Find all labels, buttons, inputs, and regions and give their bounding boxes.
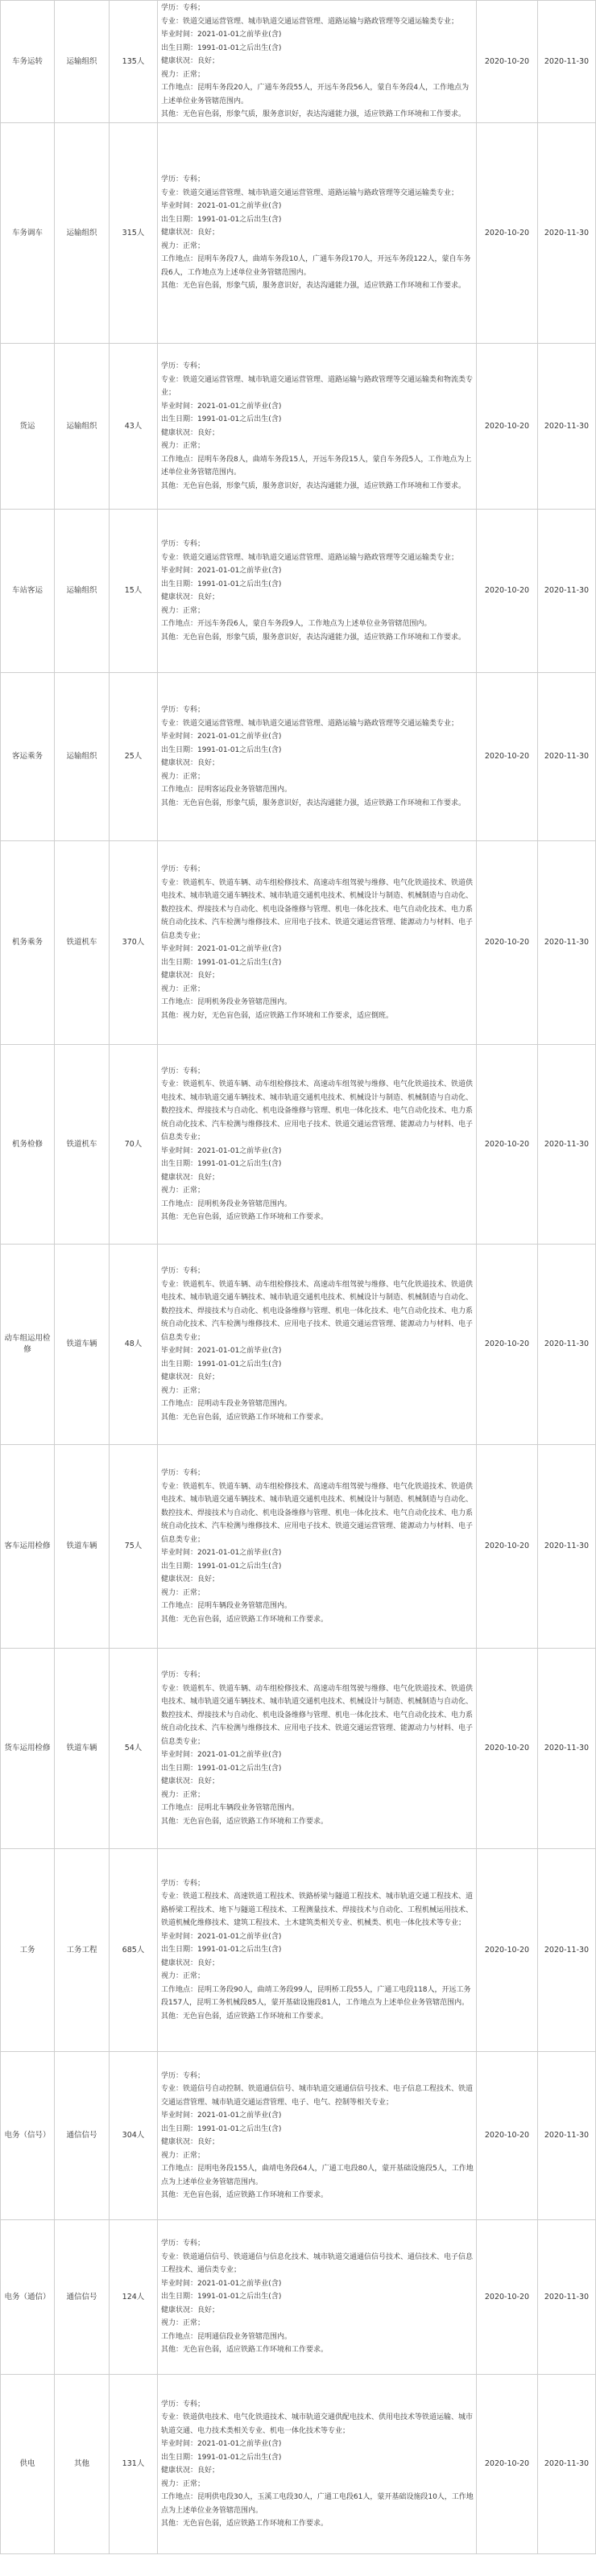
position-cell [1,1,55,123]
requirement-line: 健康状况：良好； [161,1575,220,1583]
headcount: 685人 [122,1945,145,1955]
requirements-list [161,1265,474,1424]
position-cell [1,841,55,1045]
requirement-line: 毕业时间：2021-01-01之前毕业(含) [161,1751,282,1759]
requirement-line: 其他：无色盲色弱，适应铁路工作环境和工作要求。 [161,2346,329,2355]
table-row [1,1,596,123]
position-name: 客运乘务 [11,752,43,761]
category-cell [55,1245,110,1445]
requirement-line: 专业：铁道机车、铁道车辆、动车组检修技术、高速动车组驾驶与维修、电气化铁道技术、铁道供电技术、城市轨道交通车辆技术、城市轨道交通机电技术、机械设计与制造、机械制造与自动化、数控技术、焊接技术与自动化、机电设备维修与管理、机电一体化技术、电气自动化技术、电力系统自动化技术、汽车检测与维修技术、应用电子技术、铁道交通运营管理、能源动力与材料、电子信息类专业； [161,878,474,940]
requirement-line: 工作地点：昆明供电段30人，玉溪工电段30人，广通工电段61人，蒙开基础设施段10人，工作地点为上述单位业务管辖范围内。 [161,2493,474,2515]
requirement-line: 健康状况：良好； [161,229,220,237]
start-date-cell [477,2052,538,2220]
position-name: 客车运用检修 [4,1542,51,1550]
category-label: 铁道车辆 [66,1340,97,1348]
requirement-line: 出生日期：1991-01-01之后出生(含) [161,2453,282,2462]
category-cell [55,1445,110,1649]
position-name: 车务运转 [11,56,43,66]
requirement-line: 学历：专科； [161,2400,205,2409]
requirement-line: 专业：铁道机车、铁道车辆、动车组检修技术、高速动车组驾驶与维修、电气化铁道技术、铁道供电技术、城市轨道交通车辆技术、城市轨道交通机电技术、机械设计与制造、机械制造与自动化、数控技术、焊接技术与自动化、机电设备维修与管理、机电一体化技术、电气自动化技术、电力系统自动化技术、汽车检测与维修技术、应用电子技术、铁道交通运营管理、能源动力与材料、电子信息类专业； [161,1080,474,1141]
requirement-line: 学历：专科； [161,4,205,13]
requirement-line: 其他：视力好，无色盲色弱，适应铁路工作环境和工作要求，适应倒班。 [161,1011,394,1020]
headcount-cell [110,1,158,123]
end-date: 2020-11-30 [544,56,590,66]
requirement-line: 专业：铁道交通运营管理、城市轨道交通运营管理、道路运输与路政管理等交通运输类和物流类专业； [161,375,474,397]
requirement-line: 健康状况：良好； [161,2138,220,2146]
headcount-cell [110,2052,158,2220]
category-label: 其他 [73,2459,89,2468]
table-row [1,344,596,510]
requirement-line: 学历：专科； [161,2071,205,2080]
requirements-list [161,360,474,493]
end-date: 2020-11-30 [544,421,590,431]
headcount: 304人 [122,2131,145,2140]
requirement-line: 健康状况：良好； [161,57,220,66]
requirement-line: 其他：无色盲色弱，形象气质，服务意识好，表达沟通能力强，适应铁路工作环境和工作要求。 [161,799,466,807]
category-cell [55,1649,110,1849]
requirement-line: 学历：专科； [161,1267,205,1275]
requirements-list [161,538,474,644]
requirements-list [161,704,474,810]
requirements-list [161,1065,474,1224]
start-date: 2020-10-20 [484,421,530,431]
requirements-list [161,863,474,1022]
start-date-cell [477,1045,538,1245]
end-date: 2020-11-30 [544,2292,590,2301]
headcount-cell [110,673,158,841]
requirement-line: 工作地点：昆明车辆段业务管辖范围内。 [161,1602,292,1610]
headcount-cell [110,2375,158,2554]
position-name: 货运 [19,421,35,431]
table-row [1,123,596,344]
position-cell [1,673,55,841]
start-date-cell [477,2375,538,2554]
position-name: 机务检修 [11,1139,43,1149]
category-cell [55,1,110,123]
position-name: 车站客运 [11,586,43,595]
headcount: 15人 [124,586,143,595]
requirements-list [161,2,474,122]
requirement-line: 学历：专科； [161,2240,205,2248]
position-name: 机务乘务 [11,938,43,947]
requirement-line: 出生日期：1991-01-01之后出生(含) [161,43,282,52]
start-date-cell [477,123,538,344]
requirement-line: 工作地点：昆明动车段业务管辖范围内。 [161,1400,292,1408]
category-cell [55,1849,110,2052]
requirement-line: 出生日期：1991-01-01之后出生(含) [161,215,282,224]
requirement-line: 毕业时间：2021-01-01之前毕业(含) [161,1932,282,1941]
position-name: 电务（通信） [4,2292,51,2301]
requirement-line: 工作地点：昆明通信段业务管辖范围内。 [161,2332,292,2341]
requirement-line: 其他：无色盲色弱，形象气质，服务意识好，表达沟通能力强，适应铁路工作环境和工作要求。 [161,633,466,642]
requirement-line: 视力：正常； [161,985,205,993]
headcount-cell [110,1045,158,1245]
category-label: 运输组织 [66,56,97,66]
table-row [1,1849,596,2052]
requirements-list [161,2070,474,2202]
requirements-list [161,173,474,293]
requirement-line: 专业：铁道通信信号、铁道通信与信息化技术、城市轨道交通通信信号技术、通信技术、电子信息工程技术、通信类专业； [161,2252,474,2275]
table-row [1,1245,596,1445]
requirement-line: 专业：铁道机车、铁道车辆、动车组检修技术、高速动车组驾驶与维修、电气化铁道技术、铁道供电技术、城市轨道交通车辆技术、城市轨道交通机电技术、机械设计与制造、机械制造与自动化、数控技术、焊接技术与自动化、机电设备维修与管理、机电一体化技术、电气自动化技术、电力系统自动化技术、汽车检测与维修技术、应用电子技术、铁道交通运营管理、能源动力与材料、电子信息类专业； [161,1482,474,1544]
end-date-cell [538,2375,596,2554]
headcount: 124人 [122,2292,145,2301]
start-date-cell [477,344,538,510]
requirement-line: 健康状况：良好； [161,2467,220,2475]
table-row [1,510,596,673]
requirement-line: 专业：铁道供电技术、电气化铁道技术、城市轨道交通供配电技术、供用电技术等铁道运输、城市轨道交通、电力技术类相关专业、机电一体化技术等专业； [161,2413,474,2435]
category-label: 铁道车辆 [66,1744,97,1752]
headcount: 43人 [124,421,143,431]
requirement-line: 视力：正常； [161,1790,205,1799]
requirement-line: 出生日期：1991-01-01之后出生(含) [161,2124,282,2133]
end-date: 2020-11-30 [544,2459,590,2468]
headcount: 70人 [124,1139,143,1149]
requirement-line: 出生日期：1991-01-01之后出生(含) [161,580,282,588]
position-name: 电务（信号） [4,2131,51,2140]
requirement-line: 出生日期：1991-01-01之后出生(含) [161,1946,282,1955]
end-date-cell [538,1445,596,1649]
start-date: 2020-10-20 [484,228,530,237]
headcount: 370人 [122,938,145,947]
position-cell [1,2375,55,2554]
category-label: 通信信号 [66,2292,97,2301]
position-cell [1,510,55,673]
requirement-line: 视力：正常； [161,2151,205,2160]
requirement-line: 健康状况：良好； [161,1777,220,1785]
headcount-cell [110,1445,158,1649]
requirements-cell [158,841,477,1045]
category-cell [55,2375,110,2554]
requirement-line: 出生日期：1991-01-01之后出生(含) [161,1160,282,1168]
position-cell [1,1849,55,2052]
requirement-line: 毕业时间：2021-01-01之前毕业(含) [161,945,282,953]
headcount-cell [110,1649,158,1849]
start-date: 2020-10-20 [484,1945,530,1955]
requirements-list [161,2398,474,2531]
requirement-line: 视力：正常； [161,1588,205,1597]
headcount: 25人 [124,752,143,761]
start-date: 2020-10-20 [484,2131,530,2140]
requirement-line: 专业：铁道信号自动控制、铁道通信信号、城市轨道交通通信信号技术、电子信息工程技术、铁道交通运营管理、城市轨道交通运营管理、电子、电气、控制等相关专业； [161,2085,474,2107]
category-label: 铁道车辆 [66,1542,97,1550]
requirement-line: 其他：无色盲色弱，适应铁路工作环境和工作要求。 [161,1413,329,1422]
requirements-cell [158,1649,477,1849]
requirement-line: 工作地点：昆明车务段7人，曲靖车务段10人，广通车务段170人，开远车务段122人，蒙自车务段6人，工作地点为上述单位业务管辖范围内。 [161,255,471,277]
start-date: 2020-10-20 [484,2292,530,2301]
requirement-line: 学历：专科； [161,1067,205,1075]
headcount: 135人 [122,56,145,66]
category-cell [55,2052,110,2220]
category-label: 铁道机车 [66,938,97,947]
requirement-line: 毕业时间：2021-01-01之前毕业(含) [161,1146,282,1155]
end-date-cell [538,1245,596,1445]
requirement-line: 工作地点：昆明客运段业务管辖范围内。 [161,786,292,794]
requirement-line: 健康状况：良好； [161,593,220,601]
end-date: 2020-11-30 [544,1744,590,1752]
end-date-cell [538,510,596,673]
end-date: 2020-11-30 [544,586,590,595]
end-date-cell [538,344,596,510]
category-cell [55,841,110,1045]
category-cell [55,123,110,344]
table-row [1,2220,596,2375]
position-cell [1,2052,55,2220]
position-cell [1,123,55,344]
requirement-line: 工作地点：昆明车务段8人，曲靖车务段15人，开远车务段15人，蒙自车务段5人，工作地点为上述单位业务管辖范围内。 [161,455,472,477]
position-name: 货车运用检修 [4,1744,51,1752]
requirement-line: 出生日期：1991-01-01之后出生(含) [161,2293,282,2301]
requirement-line: 健康状况：良好； [161,1373,220,1381]
requirement-line: 专业：铁道机车、铁道车辆、动车组检修技术、高速动车组驾驶与维修、电气化铁道技术、铁道供电技术、城市轨道交通车辆技术、城市轨道交通机电技术、机械设计与制造、机械制造与自动化、数控技术、焊接技术与自动化、机电设备维修与管理、机电一体化技术、电气自动化技术、电力系统自动化技术、汽车检测与维修技术、应用电子技术、铁道交通运营管理、能源动力与材料、电子信息类专业； [161,1280,474,1342]
category-cell [55,344,110,510]
category-cell [55,510,110,673]
requirement-line: 健康状况：良好； [161,759,220,767]
requirement-line: 视力：正常； [161,2319,205,2328]
requirement-line: 专业：铁道交通运营管理、城市轨道交通运营管理、道路运输与路政管理等交通运输类专业； [161,553,459,562]
requirements-cell [158,2375,477,2554]
headcount-cell [110,344,158,510]
requirements-cell [158,123,477,344]
requirement-line: 视力：正常； [161,772,205,781]
category-label: 铁道机车 [66,1139,97,1149]
requirement-line: 出生日期：1991-01-01之后出生(含) [161,1562,282,1571]
requirement-line: 学历：专科； [161,1469,205,1477]
category-cell [55,1045,110,1245]
headcount-cell [110,510,158,673]
end-date-cell [538,673,596,841]
requirements-cell [158,2052,477,2220]
end-date-cell [538,2220,596,2375]
requirement-line: 毕业时间：2021-01-01之前毕业(含) [161,31,282,39]
requirement-line: 其他：无色盲色弱，形象气质，服务意识好，表达沟通能力强，适应铁路工作环境和工作要求。 [161,110,466,119]
requirements-cell [158,1,477,123]
category-label: 通信信号 [66,2131,97,2140]
requirements-list [161,2237,474,2357]
requirement-line: 专业：铁道交通运营管理、城市轨道交通运营管理、道路运输与路政管理等交通运输类专业； [161,719,459,728]
end-date: 2020-11-30 [544,228,590,237]
start-date: 2020-10-20 [484,586,530,595]
requirement-line: 毕业时间：2021-01-01之前毕业(含) [161,567,282,575]
start-date-cell [477,841,538,1045]
requirement-line: 学历：专科； [161,175,205,184]
start-date-cell [477,1445,538,1649]
requirement-line: 其他：无色盲色弱，适应铁路工作环境和工作要求。 [161,1817,329,1826]
position-cell [1,2220,55,2375]
requirement-line: 工作地点：昆明电务段155人，曲靖电务段64人，广通工电段80人，蒙开基础设施段5人，工作地点为上述单位业务管辖范围内。 [161,2165,474,2186]
requirement-line: 毕业时间：2021-01-01之前毕业(含) [161,2440,282,2448]
end-date: 2020-11-30 [544,1945,590,1955]
position-cell [1,1445,55,1649]
category-label: 工务工程 [66,1945,97,1955]
requirement-line: 毕业时间：2021-01-01之前毕业(含) [161,202,282,211]
requirement-line: 其他：无色盲色弱，适应铁路工作环境和工作要求。 [161,1615,329,1624]
requirement-line: 毕业时间：2021-01-01之前毕业(含) [161,402,282,411]
category-cell [55,2220,110,2375]
end-date: 2020-11-30 [544,1542,590,1550]
position-cell [1,1245,55,1445]
requirement-line: 专业：铁道工程技术、高速铁道工程技术、铁路桥梁与隧道工程技术、城市轨道交通工程技术、道路桥梁工程技术、地下与隧道工程技术、工程测量技术、焊接技术与自动化、工程机械运用技术、铁道机械化维修技术、建筑工程技术、土木建筑类相关专业、机械类、机电一体化技术等专业； [161,1893,474,1928]
requirement-line: 工作地点：开远车务段6人，蒙自车务段9人，工作地点为上述单位业务管辖范围内。 [161,620,432,628]
position-name: 车务调车 [11,228,43,237]
table-row [1,673,596,841]
headcount-cell [110,841,158,1045]
end-date-cell [538,2052,596,2220]
start-date-cell [477,510,538,673]
end-date: 2020-11-30 [544,1139,590,1149]
requirement-line: 学历：专科； [161,865,205,873]
requirement-line: 出生日期：1991-01-01之后出生(含) [161,1360,282,1368]
requirement-line: 其他：无色盲色弱，形象气质，服务意识好，表达沟通能力强，适应铁路工作环境和工作要求。 [161,282,466,291]
start-date-cell [477,1849,538,2052]
requirement-line: 出生日期：1991-01-01之后出生(含) [161,745,282,754]
category-cell [55,673,110,841]
requirement-line: 专业：铁道交通运营管理、城市轨道交通运营管理、道路运输与路政管理等交通运输类专业； [161,17,459,26]
requirements-cell [158,1045,477,1245]
start-date: 2020-10-20 [484,1340,530,1348]
start-date-cell [477,1245,538,1445]
requirement-line: 毕业时间：2021-01-01之前毕业(含) [161,1347,282,1355]
position-cell [1,1649,55,1849]
headcount-cell [110,123,158,344]
requirement-line: 健康状况：良好； [161,1173,220,1182]
headcount: 315人 [122,228,145,237]
start-date-cell [477,1,538,123]
requirement-line: 毕业时间：2021-01-01之前毕业(含) [161,2279,282,2288]
requirement-line: 毕业时间：2021-01-01之前毕业(含) [161,1549,282,1557]
table-row [1,1445,596,1649]
requirements-cell [158,1445,477,1649]
start-date: 2020-10-20 [484,2459,530,2468]
end-date-cell [538,1045,596,1245]
requirement-line: 工作地点：昆明北车辆段业务管辖范围内。 [161,1804,300,1812]
requirement-line: 毕业时间：2021-01-01之前毕业(含) [161,2112,282,2120]
start-date: 2020-10-20 [484,1139,530,1149]
requirement-line: 健康状况：良好； [161,428,220,437]
requirements-cell [158,2220,477,2375]
requirement-line: 视力：正常； [161,242,205,250]
requirement-line: 学历：专科； [161,706,205,714]
position-name: 动车组运用检修 [4,1334,51,1354]
requirement-line: 毕业时间：2021-01-01之前毕业(含) [161,733,282,741]
requirement-line: 视力：正常； [161,1972,205,1981]
requirements-cell [158,510,477,673]
start-date: 2020-10-20 [484,938,530,947]
position-cell [1,1045,55,1245]
end-date: 2020-11-30 [544,752,590,761]
requirement-line: 学历：专科； [161,362,205,370]
requirement-line: 工作地点：昆明车务段20人，广通车务段55人，开远车务段56人，蒙自车务段4人，工作地点为上述单位业务管辖范围内。 [161,84,470,105]
requirement-line: 其他：无色盲色弱，形象气质，服务意识好，表达沟通能力强，适应铁路工作环境和工作要求。 [161,481,466,490]
start-date-cell [477,2220,538,2375]
start-date: 2020-10-20 [484,1542,530,1550]
requirements-cell [158,1245,477,1445]
requirement-line: 健康状况：良好； [161,1959,220,1967]
requirement-line: 视力：正常； [161,606,205,615]
table-row [1,1045,596,1245]
end-date-cell [538,1,596,123]
requirements-list [161,1877,474,2024]
headcount: 75人 [124,1542,143,1550]
requirement-line: 健康状况：良好； [161,2306,220,2314]
requirements-cell [158,673,477,841]
end-date: 2020-11-30 [544,1340,590,1348]
end-date-cell [538,123,596,344]
requirement-line: 健康状况：良好； [161,972,220,980]
headcount: 131人 [122,2459,145,2468]
category-label: 运输组织 [66,421,97,431]
start-date-cell [477,673,538,841]
table-row [1,1649,596,1849]
requirement-line: 出生日期：1991-01-01之后出生(含) [161,415,282,423]
position-name: 工务 [19,1945,35,1955]
category-label: 运输组织 [66,228,97,237]
requirement-line: 工作地点：昆明工务段90人，曲靖工务段99人，昆明桥工段55人，广通工电段118人，开远工务段157人，昆明工务机械段85人，蒙开基础设施段81人，工作地点为上述单位业务管辖范围内。 [161,1985,471,2008]
requirement-line: 视力：正常； [161,1187,205,1195]
table-row [1,2052,596,2220]
category-label: 运输组织 [66,752,97,761]
requirements-cell [158,1849,477,2052]
category-label: 运输组织 [66,586,97,595]
end-date: 2020-11-30 [544,938,590,947]
requirements-list [161,1467,474,1626]
end-date-cell [538,841,596,1045]
requirement-line: 出生日期：1991-01-01之后出生(含) [161,958,282,967]
requirement-line: 视力：正常； [161,442,205,450]
requirement-line: 学历：专科； [161,1671,205,1679]
requirement-line: 其他：无色盲色弱，适应铁路工作环境和工作要求。 [161,2012,329,2021]
position-cell [1,344,55,510]
requirement-line: 视力：正常； [161,1386,205,1395]
headcount: 54人 [124,1744,143,1752]
start-date: 2020-10-20 [484,1744,530,1752]
headcount-cell [110,1849,158,2052]
headcount: 48人 [124,1340,143,1348]
requirement-line: 其他：无色盲色弱，适应铁路工作环境和工作要求。 [161,2191,329,2199]
requirement-line: 工作地点：昆明机务段业务管辖范围内。 [161,1199,292,1208]
start-date: 2020-10-20 [484,56,530,66]
headcount-cell [110,1245,158,1445]
requirement-line: 学历：专科； [161,540,205,548]
requirement-line: 专业：铁道机车、铁道车辆、动车组检修技术、高速动车组驾驶与维修、电气化铁道技术、铁道供电技术、城市轨道交通车辆技术、城市轨道交通机电技术、机械设计与制造、机械制造与自动化、数控技术、焊接技术与自动化、机电设备维修与管理、机电一体化技术、电气自动化技术、电力系统自动化技术、汽车检测与维修技术、应用电子技术、铁道交通运营管理、能源动力与材料、电子信息类专业； [161,1684,474,1746]
position-name: 供电 [19,2459,35,2468]
requirement-line: 其他：无色盲色弱，适应铁路工作环境和工作要求。 [161,2520,329,2528]
table-row [1,2375,596,2554]
start-date-cell [477,1649,538,1849]
end-date-cell [538,1849,596,2052]
requirement-line: 学历：专科； [161,1879,205,1888]
requirements-list [161,1669,474,1828]
requirement-line: 出生日期：1991-01-01之后出生(含) [161,1764,282,1773]
requirement-line: 视力：正常； [161,2479,205,2488]
requirement-line: 工作地点：昆明机务段业务管辖范围内。 [161,998,292,1006]
headcount-cell [110,2220,158,2375]
end-date: 2020-11-30 [544,2131,590,2140]
start-date: 2020-10-20 [484,752,530,761]
end-date-cell [538,1649,596,1849]
requirement-line: 专业：铁道交通运营管理、城市轨道交通运营管理、道路运输与路政管理等交通运输类专业； [161,188,459,197]
table-row [1,841,596,1045]
requirements-cell [158,344,477,510]
requirement-line: 其他：无色盲色弱，适应铁路工作环境和工作要求。 [161,1213,329,1221]
requirement-line: 视力：正常； [161,70,205,79]
